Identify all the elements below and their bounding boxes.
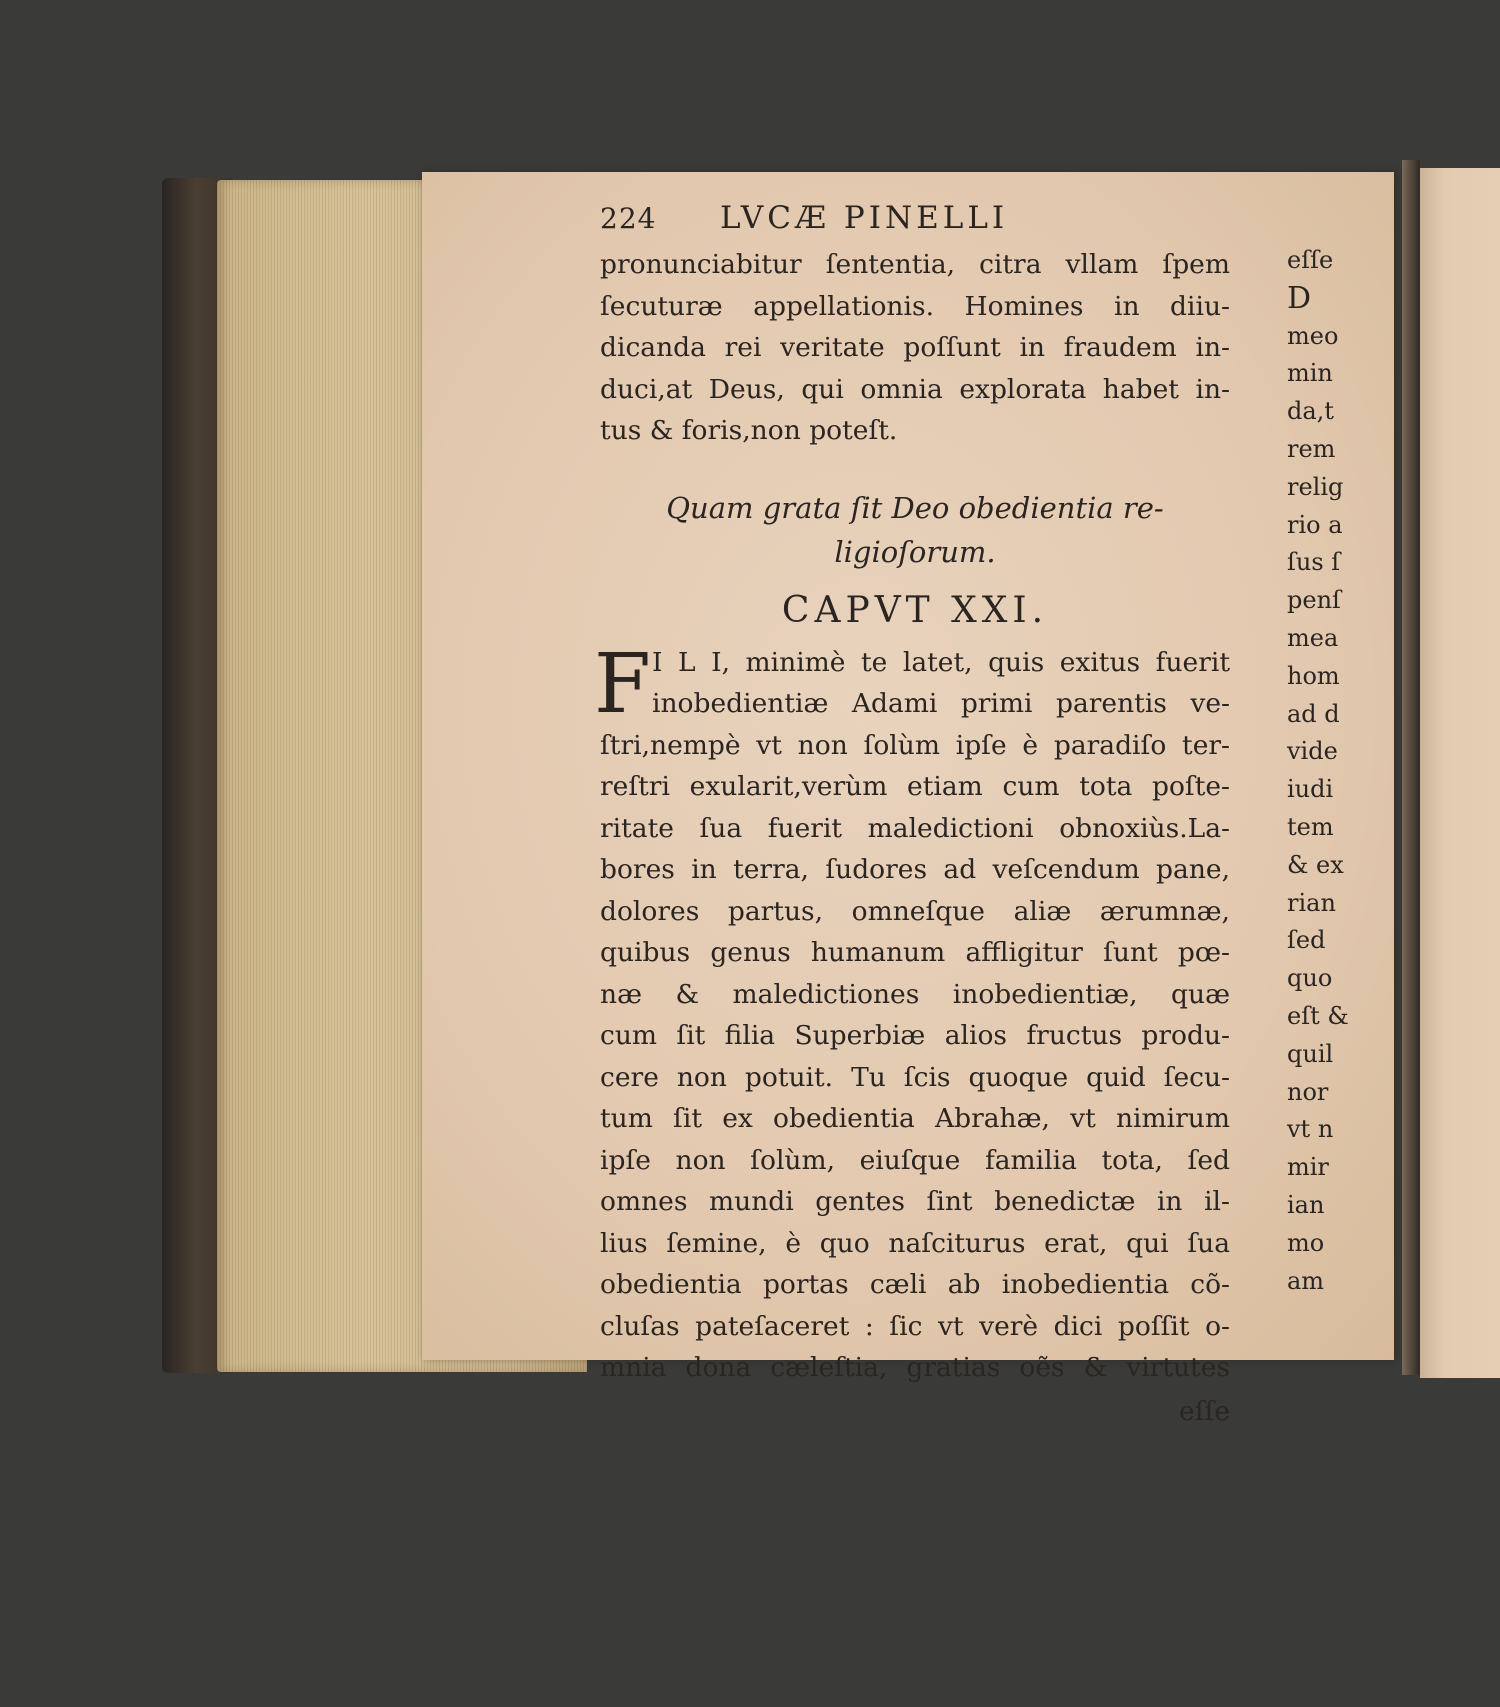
chapter-title-line: ligioſorum. <box>834 534 996 569</box>
opening-paragraph <box>600 244 1230 452</box>
text-line: omnes mundi gentes ſint benedictæ in il- <box>600 1186 1230 1217</box>
text-fragment: vt n <box>1287 1115 1334 1144</box>
chapter-heading: CAPVT XXI. <box>781 589 1049 631</box>
text-line: pronunciabitur ſententia, citra vllam ſpem <box>600 249 1230 280</box>
text-line: lius ſemine, è quo naſciturus erat, qui ſua <box>600 1227 1230 1259</box>
right-page <box>1420 168 1500 1378</box>
text-line: cum ſit filia Superbiæ alios fructus produ- <box>600 1020 1230 1051</box>
text-fragment: da,t <box>1287 397 1334 426</box>
text-fragment: am <box>1287 1266 1325 1295</box>
text-fragment: eſſe <box>1287 246 1334 274</box>
text-line: næ & maledictiones inobedientiæ, quæ <box>600 978 1230 1010</box>
text-line: inobedientiæ Adami primi parentis ve- <box>652 688 1230 719</box>
text-line: tum ſit ex obedientia Abrahæ, vt nimirum <box>600 1103 1230 1134</box>
text-fragment: & ex <box>1287 850 1344 879</box>
text-fragment: hom <box>1287 661 1340 690</box>
text-line: tus & foris,non poteſt. <box>600 415 898 446</box>
catchword: eſſe <box>1179 1395 1230 1427</box>
text-fragment: mea <box>1287 623 1339 652</box>
text-fragment: min <box>1287 359 1333 388</box>
text-fragment: eſt & <box>1287 1001 1349 1030</box>
text-line: obedientia portas cæli ab inobedientia cõ- <box>600 1269 1230 1300</box>
text-fragment: rian <box>1287 888 1336 917</box>
text-fragment: quil <box>1287 1039 1334 1068</box>
text-line: quibus genus humanum affligitur ſunt pœ- <box>600 937 1230 968</box>
text-fragment: rio a <box>1287 510 1343 539</box>
text-line: ritate ſua fuerit maledictioni obnoxiùs.La- <box>600 812 1230 844</box>
text-fragment: rem <box>1287 434 1336 463</box>
text-fragment: iudi <box>1287 775 1334 804</box>
text-line: cere non potuit. Tu ſcis quoque quid ſecu- <box>600 1061 1230 1093</box>
text-fragment: penſ <box>1287 586 1341 615</box>
text-line: cluſas pateſaceret : ſic vt verè dici poſſit o- <box>600 1310 1230 1342</box>
text-fragment: D <box>1287 280 1312 316</box>
text-fragment: nor <box>1287 1077 1329 1106</box>
text-line: I L I, minimè te latet, quis exitus fuerit <box>652 646 1230 678</box>
chapter-title-line: Quam grata ſit Deo obedientia re- <box>666 490 1164 525</box>
text-line: duci,at Deus, qui omnia explorata habet in- <box>600 373 1230 405</box>
text-line: mnia dona cæleſtia, gratias oẽs & virtutes <box>600 1352 1230 1383</box>
page-number: 224 <box>600 202 657 235</box>
left-page-text <box>594 200 1230 1432</box>
text-fragment: relig <box>1287 472 1344 501</box>
text-fragment: vide <box>1287 737 1338 766</box>
text-fragment: ſus ſ <box>1287 548 1341 577</box>
text-fragment: tem <box>1287 812 1334 841</box>
text-line: dicanda rei veritate poſſunt in fraudem in- <box>600 332 1230 363</box>
chapter-body <box>594 636 1230 1389</box>
text-fragment: mir <box>1287 1153 1329 1182</box>
text-line: ſtri,nempè vt non ſolùm ipſe è paradiſo ter- <box>600 729 1230 761</box>
text-line: ipſe non ſolùm, eiuſque familia tota, ſed <box>600 1144 1230 1176</box>
text-fragment: quo <box>1287 964 1333 993</box>
text-fragment: ſed <box>1287 926 1326 955</box>
text-line: ſecuturæ appellationis. Homines in diiu- <box>600 290 1230 322</box>
running-head <box>600 200 1230 244</box>
text-fragment: ian <box>1287 1190 1325 1219</box>
text-line: bores in terra, ſudores ad veſcendum pane, <box>600 854 1230 885</box>
running-head-title: LVCÆ PINELLI <box>720 200 1009 236</box>
text-line: reſtri exularit,verùm etiam cum tota poſte- <box>600 771 1230 802</box>
text-fragment: mo <box>1287 1228 1325 1257</box>
book-gutter <box>1402 160 1420 1375</box>
text-line: dolores partus, omneſque aliæ ærumnæ, <box>600 895 1230 927</box>
text-fragment: meo <box>1287 321 1339 350</box>
right-page-text <box>1287 242 1349 1300</box>
text-fragment: ad d <box>1287 699 1340 728</box>
drop-initial: F <box>594 636 651 732</box>
